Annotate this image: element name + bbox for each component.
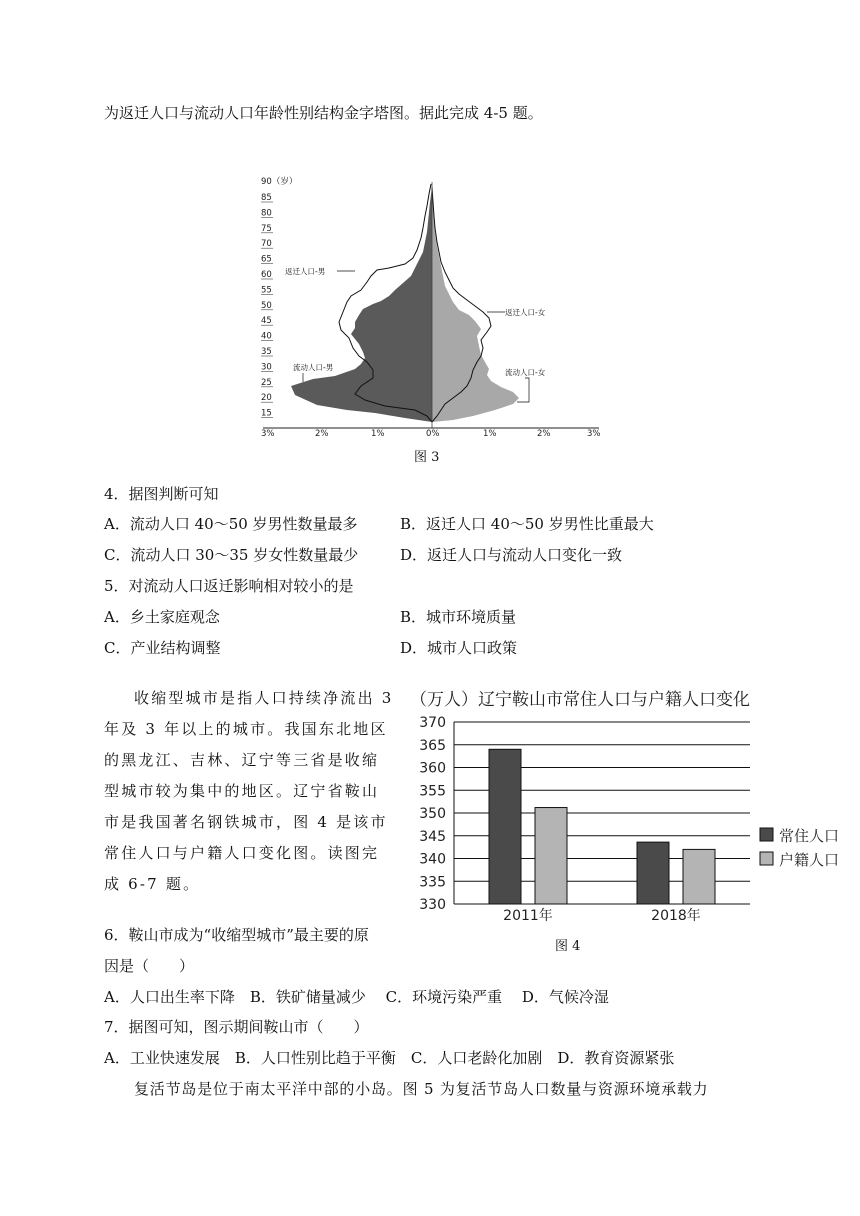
x-tick-right-3: 3% (587, 429, 601, 439)
bar-resident-0 (489, 749, 521, 904)
q4-stem: 4．据图判断可知 (104, 485, 219, 503)
x-tick-left-2: 2% (315, 429, 329, 439)
y-tick-label: 365 (419, 737, 446, 754)
label-return-female: 返迁人口-女 (505, 308, 546, 317)
label-float-male: 流动人口-男 (293, 363, 334, 372)
intro-line: 为返迁人口与流动人口年龄性别结构金字塔图。据此完成 4-5 题。 (104, 104, 543, 122)
x-tick-left-1: 1% (371, 429, 385, 439)
age-tick-label: 60 (261, 270, 272, 280)
float-male-area (291, 187, 432, 422)
age-axis-unit: 90（岁） (261, 177, 298, 187)
age-tick-label: 75 (261, 223, 272, 234)
age-tick-label: 35 (261, 347, 272, 357)
x-axis-labels (503, 907, 701, 924)
q4-option-a: A．流动人口 40～50 岁男性数量最多 (104, 515, 358, 533)
fig3-caption: 图 3 (414, 450, 440, 465)
label-return-male: 返迁人口-男 (285, 267, 326, 276)
y-tick-label: 355 (419, 783, 446, 800)
y-tick-label: 340 (419, 851, 446, 868)
age-tick-label: 70 (261, 239, 272, 250)
bar-registered-0 (535, 808, 567, 904)
x-category-label: 2018年 (651, 908, 701, 924)
legend-swatch (760, 828, 773, 841)
q5-option-c: C．产业结构调整 (104, 639, 221, 657)
age-tick-label: 85 (261, 193, 272, 203)
q5-option-d: D．城市人口政策 (400, 639, 518, 657)
q6-options: A．人口出生率下降 B．铁矿储量减少 C．环境污染严重 D．气候冷湿 (104, 988, 609, 1006)
age-tick-label: 45 (261, 316, 272, 327)
age-tick-label: 40 (261, 331, 272, 342)
q6-stem-line1: 6．鞍山市成为“收缩型城市”最主要的原 (104, 926, 369, 944)
legend-label: 常住人口 (779, 827, 840, 845)
x-category-label: 2011年 (503, 908, 553, 924)
q5-stem: 5．对流动人口返迁影响相对较小的是 (104, 577, 354, 595)
q7-options: A．工业快速发展 B．人口性别比趋于平衡 C．人口老龄化加剧 D．教育资源紧张 (104, 1049, 675, 1067)
age-tick-label: 30 (261, 362, 272, 373)
y-tick-label: 370 (419, 715, 446, 731)
legend-swatch (760, 852, 773, 865)
population-pyramid-figure (255, 172, 605, 440)
y-tick-label: 335 (419, 874, 446, 891)
age-tick-label: 55 (261, 285, 272, 296)
q5-option-b: B．城市环境质量 (400, 608, 517, 626)
chart-title: （万人）辽宁鞍山市常住人口与户籍人口变化 (410, 690, 750, 710)
q4-option-b: B．返迁人口 40～50 岁男性比重最大 (400, 515, 654, 533)
passage-easter-island: 复活节岛是位于南太平洋中部的小岛。图 5 为复活节岛人口数量与资源环境承载力 (134, 1080, 709, 1098)
q5-option-a: A．乡土家庭观念 (104, 608, 220, 626)
anshan-population-chart (410, 680, 856, 928)
x-tick-left-3: 3% (261, 429, 275, 439)
bar-resident-1 (637, 842, 669, 904)
legend-label: 户籍人口 (779, 851, 840, 869)
y-tick-label: 360 (419, 760, 446, 777)
x-tick-right-2: 2% (537, 429, 551, 439)
x-tick-zero: 0% (426, 429, 440, 439)
float-female-area (432, 187, 519, 422)
passage-shrinking-city: 收缩型城市是指人口持续净流出 3 年及 3 年以上的城市。我国东北地区的黑龙江、吉林、辽宁等三省是收缩型城市较为集中的地区。辽宁省鞍山市是我国著名钢铁城市，图 4 是该市常住人口与户籍人口变化图。读图完成 6-7 题。 (104, 689, 394, 893)
bar-registered-1 (683, 849, 715, 904)
q4-option-d: D．返迁人口与流动人口变化一致 (400, 546, 623, 564)
q4-option-c: C．流动人口 30～35 岁女性数量最少 (104, 546, 359, 564)
label-float-female: 流动人口-女 (505, 368, 546, 377)
x-tick-right-1: 1% (483, 429, 497, 439)
q6-stem-line2: 因是（ ） (104, 957, 195, 975)
age-tick-label: 80 (261, 208, 272, 219)
y-tick-label: 345 (419, 828, 446, 845)
age-tick-label: 15 (261, 408, 272, 419)
fig4-caption: 图 4 (555, 939, 581, 954)
age-tick-label: 25 (261, 377, 272, 388)
age-tick-label: 20 (261, 393, 272, 404)
q7-stem: 7．据图可知，图示期间鞍山市（ ） (104, 1018, 369, 1036)
age-tick-labels (261, 193, 273, 419)
age-tick-label: 65 (261, 254, 272, 265)
age-tick-label: 50 (261, 300, 272, 311)
y-tick-label: 350 (419, 806, 446, 822)
legend (760, 827, 839, 869)
y-tick-label: 330 (419, 897, 446, 913)
